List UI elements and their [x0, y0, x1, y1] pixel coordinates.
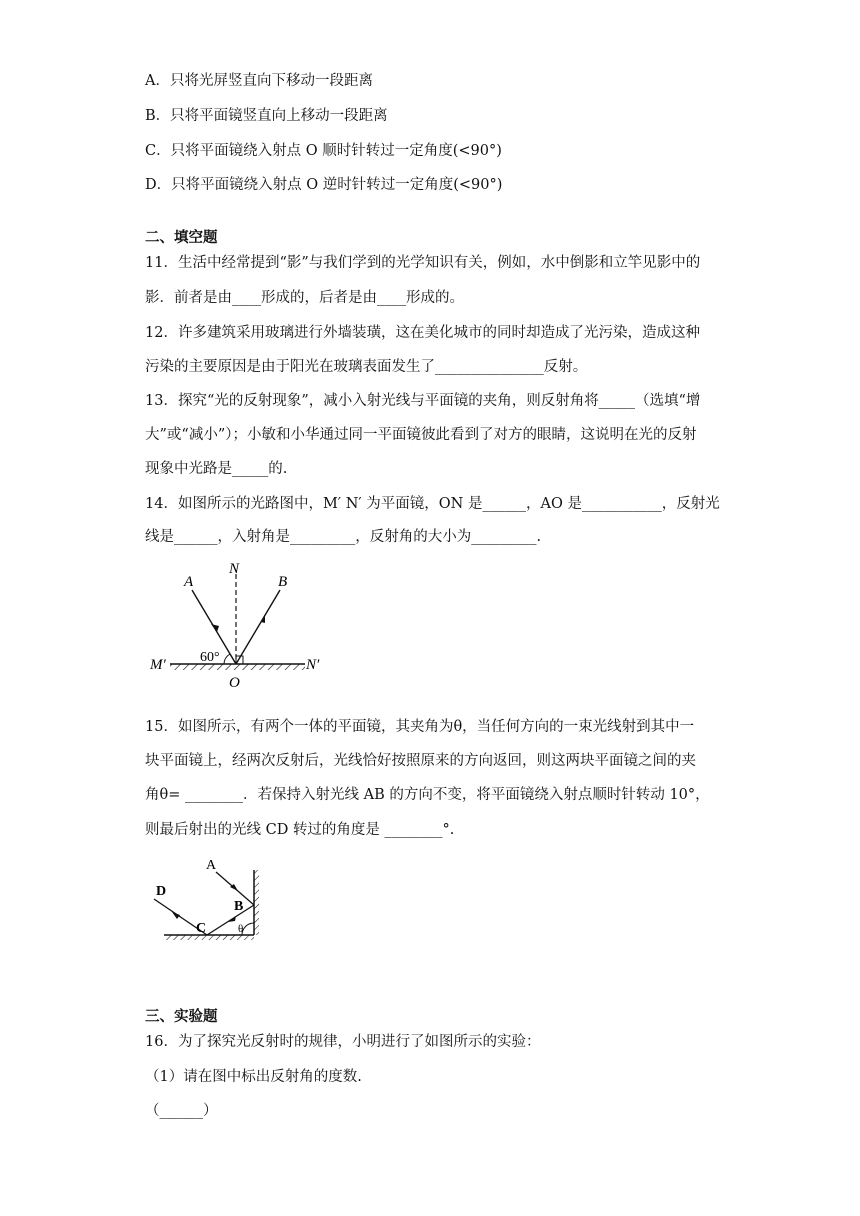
label-a: A — [184, 574, 194, 590]
q14-line-1: 14．如图所示的光路图中，M′ N′ 为平面镜，ON 是______，AO 是___________，反射光 — [145, 496, 720, 512]
q13-line-2: 大”或“减小”）；小敏和小华通过同一平面镜彼此看到了对方的眼睛，这说明在光的反射 — [145, 427, 697, 443]
ray-bc — [207, 905, 254, 935]
q15-line-3: 角θ= ________．若保持入射光线 AB 的方向不变，将平面镜绕入射点顺时针转动 10°， — [145, 787, 710, 803]
q15-line-4: 则最后射出的光线 CD 转过的角度是 ________°. — [145, 822, 455, 838]
option-b: B．只将平面镜竖直向上移动一段距离 — [145, 108, 388, 124]
label-b: B — [234, 899, 244, 914]
label-d: D — [156, 884, 167, 899]
q16-line-1: 16．为了探究光反射时的规律，小明进行了如图所示的实验： — [145, 1034, 541, 1050]
label-n: N — [229, 561, 240, 577]
label-b: B — [278, 574, 288, 590]
q13-line-3: 现象中光路是_____的. — [145, 461, 288, 477]
reflected-arrow-icon — [261, 614, 265, 623]
q14-line-2: 线是______，入射角是_________，反射角的大小为_________. — [145, 529, 542, 545]
q15-line-2: 块平面镜上，经两次反射后，光线恰好按照原来的方向返回，则这两块平面镜之间的夹 — [145, 753, 696, 769]
label-m-prime: M′ — [150, 657, 166, 673]
theta-arc — [242, 923, 254, 935]
q14-figure — [140, 560, 340, 690]
mirror-hatch — [170, 664, 305, 670]
angle-arc — [224, 654, 230, 664]
incident-arrow-icon — [211, 624, 219, 632]
section-heading-experiment: 三、实验题 — [145, 1008, 218, 1025]
q13-line-1: 13．探究“光的反射现象”，减小入射光线与平面镜的夹角，则反射角将_____（选填“增 — [145, 393, 701, 409]
label-n-prime: N′ — [306, 657, 320, 673]
label-c: C — [196, 921, 207, 936]
label-o: O — [229, 675, 240, 690]
label-theta: θ — [238, 923, 244, 935]
section-heading-fill-blank: 二、填空题 — [145, 229, 218, 246]
arrow-cd-icon — [172, 912, 180, 919]
q15-line-1: 15．如图所示，有两个一体的平面镜，其夹角为θ，当任何方向的一束光线射到其中一 — [145, 719, 695, 735]
label-a: A — [206, 858, 217, 873]
option-c: C．只将平面镜绕入射点 O 顺时针转过一定角度(<90°) — [145, 143, 502, 159]
q12-line-1: 12．许多建筑采用玻璃进行外墙装璜，这在美化城市的同时却造成了光污染，造成这种 — [145, 325, 700, 341]
q16-answer-blank[interactable]: （______） — [145, 1103, 218, 1119]
option-d: D．只将平面镜绕入射点 O 逆时针转过一定角度(<90°) — [145, 177, 503, 193]
reflected-ray — [236, 590, 280, 664]
q12-line-2: 污染的主要原因是由于阳光在玻璃表面发生了_______________反射。 — [145, 359, 588, 375]
q11-line-2: 影．前者是由____形成的，后者是由____形成的。 — [145, 290, 464, 306]
q16-line-2: （1）请在图中标出反射角的度数. — [145, 1069, 362, 1085]
q11-line-1: 11．生活中经常提到“影”与我们学到的光学知识有关，例如，水中倒影和立竿见影中的 — [145, 255, 701, 271]
option-a: A．只将光屏竖直向下移动一段距离 — [145, 73, 373, 89]
side-mirror-hatch — [254, 870, 259, 935]
label-angle: 60° — [200, 650, 220, 665]
q15-figure — [150, 850, 270, 945]
bottom-mirror-hatch — [164, 935, 254, 940]
